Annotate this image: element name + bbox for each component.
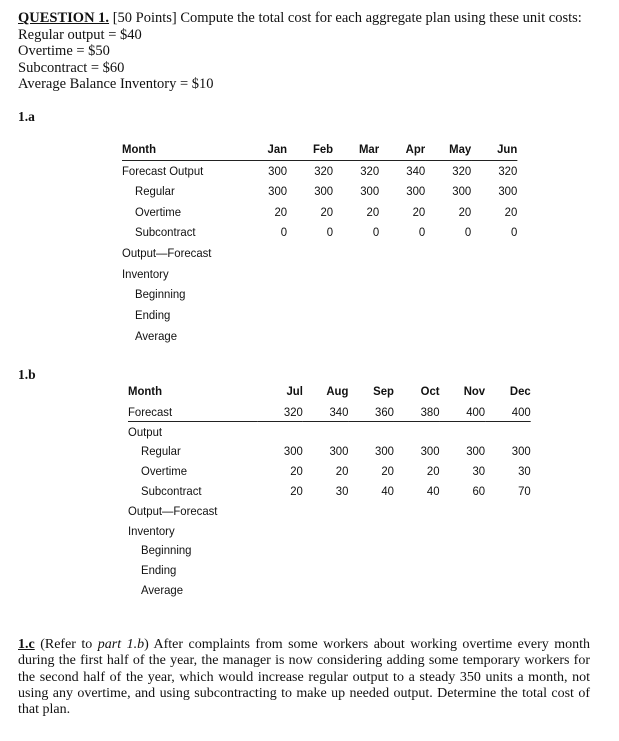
table-cell [394,580,440,600]
table-cell [485,541,531,561]
part-a-table [122,138,517,346]
table-cell [241,243,287,264]
table-cell: 300 [283,444,303,459]
table-cell: 0 [326,225,334,240]
table-cell [471,284,517,305]
part-c-label: 1.c [18,637,35,652]
table-row [128,560,531,580]
table-cell: 300 [420,444,440,459]
table-cell [394,541,440,561]
row-label: Forecast [128,402,257,422]
table-row [122,181,517,202]
table-cell: 0 [280,225,288,240]
table-row [128,501,531,521]
table-cell [379,263,425,284]
question-label: QUESTION 1. [18,10,110,26]
month-header: Month [128,384,162,398]
table-cell [287,305,333,326]
table-cell [333,263,379,284]
part-a-label: 1.a [18,109,35,124]
table-cell: 40 [426,484,440,499]
table-cell [257,560,303,580]
table-cell [425,326,471,347]
row-label: Inventory [122,266,169,281]
table-cell [485,580,531,600]
month-col: Apr [379,138,425,160]
table-cell [440,521,486,541]
table-cell: 300 [498,184,518,199]
table-cell: 20 [335,464,349,479]
row-label: Ending [135,308,171,323]
table-cell [257,580,303,600]
table-cell [333,305,379,326]
table-cell [440,541,486,561]
table-cell [471,305,517,326]
row-label: Overtime [135,204,181,219]
row-label: Average [141,583,184,598]
table-cell: 20 [366,204,380,219]
table-cell [257,422,303,442]
table-cell [257,521,303,541]
row-label: Regular [141,444,181,459]
table-cell: 30 [472,464,486,479]
month-col: Dec [509,384,531,398]
cost-inventory: Average Balance Inventory = $10 [18,76,214,93]
table-cell: 0 [464,225,472,240]
table-cell [303,501,349,521]
table-row [128,481,531,501]
table-cell [471,243,517,264]
cost-regular: Regular output = $40 [18,26,142,43]
table-cell [241,326,287,347]
cost-overtime: Overtime = $50 [18,43,110,60]
table-cell [257,501,303,521]
table-cell: 60 [472,484,486,499]
table-row [122,160,517,181]
table-cell: 360 [348,402,394,422]
month-col: Jun [471,138,517,160]
part-a-table-body [122,160,517,346]
table-cell [303,422,349,442]
table-cell: 30 [335,484,349,499]
table-cell [333,284,379,305]
table-cell: 300 [406,184,426,199]
table-cell: 300 [452,184,472,199]
table-row [128,521,531,541]
table-cell [348,580,394,600]
table-row [128,541,531,561]
part-c-paragraph [18,637,590,718]
row-label: Output—Forecast [122,246,212,261]
table-cell [394,501,440,521]
month-col: May [425,138,471,160]
table-cell: 320 [314,163,334,178]
table-cell: 30 [518,464,531,479]
table-cell [394,521,440,541]
row-label: Beginning [135,287,186,302]
table-cell [379,243,425,264]
row-label: Forecast Output [122,163,204,178]
part-b-label: 1.b [18,367,36,382]
table-cell: 0 [418,225,426,240]
table-row [128,580,531,600]
row-label: Average [135,328,178,343]
question-title-line [18,10,582,27]
table-cell [394,560,440,580]
table-cell [471,326,517,347]
table-cell: 300 [329,444,349,459]
table-cell: 20 [426,464,440,479]
table-row [122,284,517,305]
table-cell [440,422,486,442]
table-cell: 20 [290,464,303,479]
table-cell [287,284,333,305]
table-cell [348,422,394,442]
table-cell: 300 [375,444,394,459]
table-cell [379,326,425,347]
table-cell [303,521,349,541]
table-cell [379,305,425,326]
part-b-table-body [128,402,531,600]
table-cell: 300 [511,444,531,459]
table-cell: 300 [360,184,380,199]
table-cell: 20 [381,464,394,479]
table-cell [241,263,287,284]
part-c-ref-part: part 1.b [97,637,145,652]
table-cell: 20 [458,204,472,219]
table-cell [425,243,471,264]
table-cell: 20 [320,204,334,219]
month-header: Month [122,138,241,160]
row-label: Subcontract [135,225,196,240]
month-col: Jul [286,384,303,398]
table-cell: 400 [485,402,531,422]
table-header-row [122,138,517,160]
table-cell: 20 [274,204,288,219]
table-cell [303,541,349,561]
table-cell [287,243,333,264]
table-cell [348,541,394,561]
table-row [122,243,517,264]
table-cell [287,263,333,284]
table-row [128,461,531,481]
row-label: Subcontract [141,484,202,499]
question-header [18,10,582,93]
month-col: Oct [420,384,440,398]
table-cell [333,326,379,347]
table-cell: 40 [381,484,394,499]
table-cell [287,326,333,347]
part-c-ref-prefix: (Refer to [34,637,98,652]
table-cell: 70 [518,484,531,499]
table-row [128,402,531,422]
part-c-body: ) After complaints from some workers about working overtime every month during the first half of the year, the manager is now considering adding some temporary workers for the second half of the year, which would increase regular output to a steady 350 units a month, not using any overtime, and using subcontracting to make up needed output. Determine the total cost of that plan. [18,637,590,718]
table-cell [425,305,471,326]
table-cell [440,560,486,580]
table-cell [241,305,287,326]
table-cell: 300 [314,184,334,199]
table-cell: 300 [268,163,288,178]
table-cell: 300 [466,444,486,459]
cost-subcontract: Subcontract = $60 [18,59,125,76]
table-cell [425,263,471,284]
month-col: Sep [373,384,394,398]
table-cell [425,284,471,305]
table-cell [440,580,486,600]
row-label: Beginning [141,543,192,558]
row-label: Overtime [141,464,187,479]
month-col: Nov [463,384,486,398]
month-col: Aug [326,384,349,398]
month-col: Mar [333,138,379,160]
table-cell [333,243,379,264]
table-cell [379,284,425,305]
row-label: Ending [141,563,177,578]
table-cell: 340 [303,402,349,422]
month-col: Jan [241,138,287,160]
table-cell: 400 [440,402,486,422]
table-cell [440,501,486,521]
table-row [128,442,531,462]
table-header-row [128,380,531,402]
table-cell [303,580,349,600]
table-cell [485,422,531,442]
table-row [122,222,517,243]
table-row [128,422,531,442]
table-cell: 380 [394,402,440,422]
table-cell [257,541,303,561]
table-cell: 320 [257,402,303,422]
table-cell [471,263,517,284]
row-label: Regular [135,184,175,199]
question-text: [50 Points] Compute the total cost for each aggregate plan using these unit costs: [109,10,582,26]
table-cell: 320 [498,163,518,178]
table-cell: 320 [360,163,380,178]
table-cell: 20 [290,484,303,499]
table-cell [394,422,440,442]
row-label: Output [128,424,163,439]
table-row [122,305,517,326]
table-cell: 0 [510,225,518,240]
table-cell: 0 [372,225,380,240]
part-b-table [128,380,531,600]
table-cell: 20 [504,204,518,219]
table-cell [348,501,394,521]
table-cell: 340 [406,163,426,178]
table-cell: 320 [452,163,472,178]
table-cell [348,560,394,580]
month-col: Feb [287,138,333,160]
table-cell [485,560,531,580]
table-cell: 300 [268,184,288,199]
table-row [122,263,517,284]
table-cell: 20 [412,204,426,219]
table-cell [485,501,531,521]
table-row [122,326,517,347]
row-label: Inventory [128,523,175,538]
table-cell [241,284,287,305]
table-row [122,201,517,222]
table-cell [348,521,394,541]
row-label: Output—Forecast [128,503,218,518]
table-cell [303,560,349,580]
table-cell [485,521,531,541]
